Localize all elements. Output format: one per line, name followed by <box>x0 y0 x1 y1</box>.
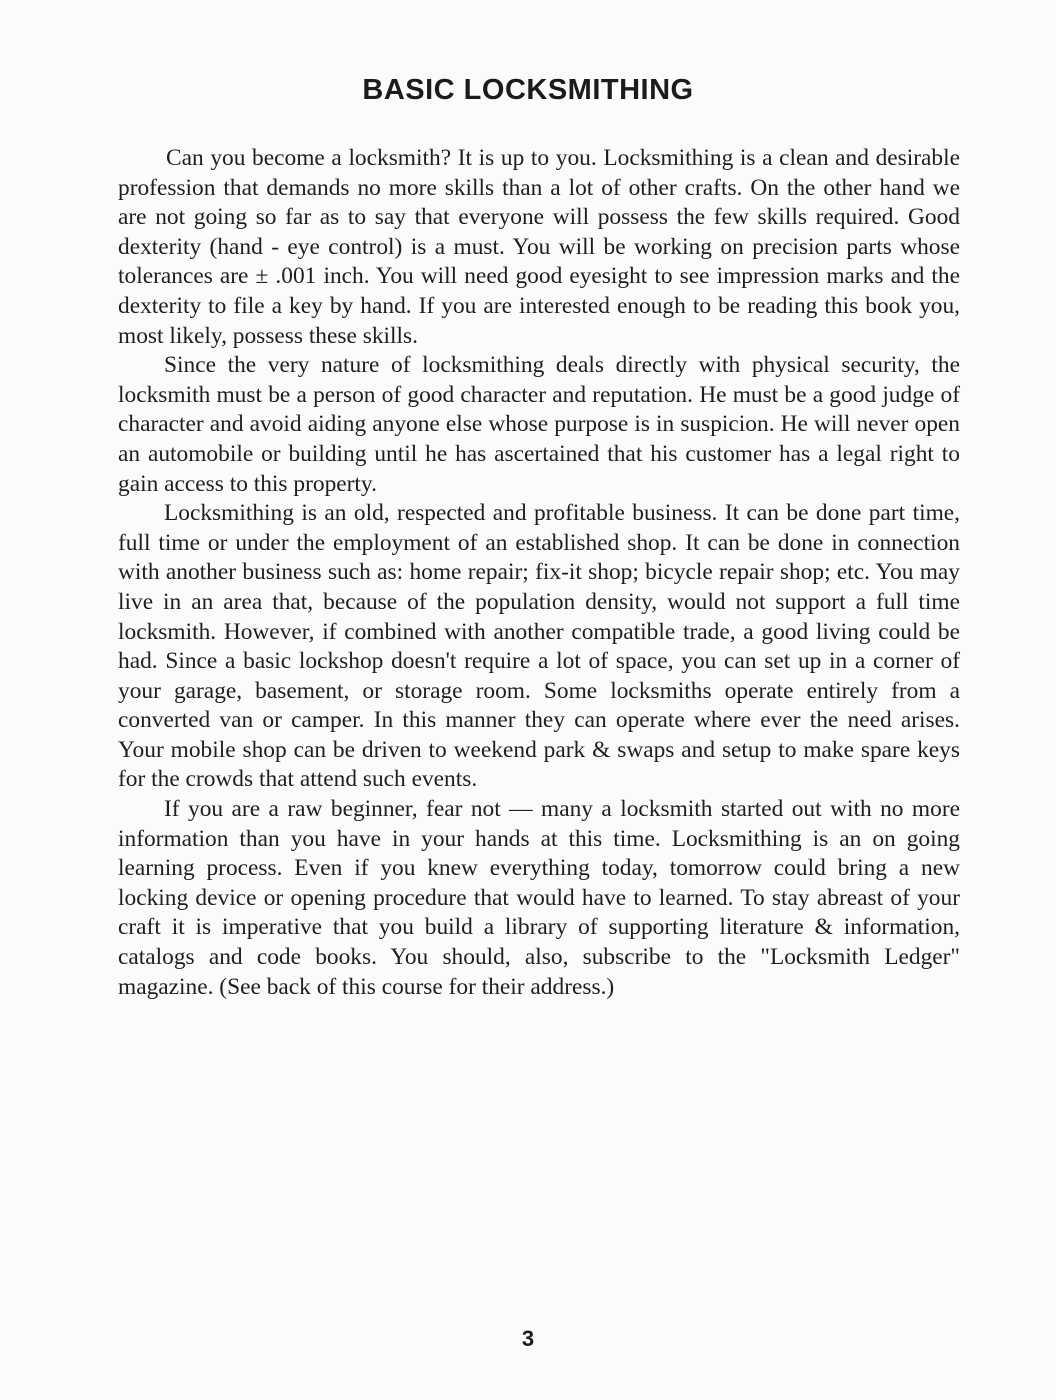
body-text <box>118 144 960 1002</box>
paragraph-3: Locksmithing is an old, respected and profitable business. It can be done part time, full time or under the employment of an established shop. It can be done in connection with another business such as: home repair; fix-it shop; bicycle repair shop; etc. You may live in an area that, because of the population density, would not support a full time locksmith. However, if combined with another compatible trade, a good living could be had. Since a basic lockshop doesn't require a lot of space, you can set up in a corner of your garage, basement, or storage room. Some locksmiths operate entirely from a converted van or camper. In this manner they can operate where ever the need arises. Your mobile shop can be driven to weekend park & swaps and setup to make spare keys for the crowds that attend such events. <box>118 500 960 793</box>
page-number: 3 <box>521 1326 535 1351</box>
page-title: BASIC LOCKSMITHING <box>362 74 694 106</box>
paragraph-1: Can you become a locksmith? It is up to you. Locksmithing is a clean and desirable profession that demands no more skills than a lot of other crafts. On the other hand we are not going so far as to say that everyone will possess the few skills required. Good dexterity (hand - eye control) is a must. You will be working on precision parts whose tolerances are ± .001 inch. You will need good eyesight to see impression marks and the dexterity to file a key by hand. If you are interested enough to be reading this book you, most likely, possess these skills. <box>118 145 960 349</box>
paragraph-2: Since the very nature of locksmithing deals directly with physical security, the locksmith must be a person of good character and reputation. He must be a good judge of character and avoid aiding anyone else whose purpose is in suspicion. He will never open an automobile or building until he has ascertained that his customer has a legal right to gain access to this property. <box>118 352 960 497</box>
paragraph-4: If you are a raw beginner, fear not — many a locksmith started out with no more information than you have in your hands at this time. Locksmithing is an on going learning process. Even if you knew everything today, tomorrow could bring a new locking device or opening procedure that would have to learned. To stay abreast of your craft it is imperative that you build a library of supporting literature & information, catalogs and code books. You should, also, subscribe to the "Locksmith Ledger" magazine. (See back of this course for their address.) <box>118 796 960 1000</box>
